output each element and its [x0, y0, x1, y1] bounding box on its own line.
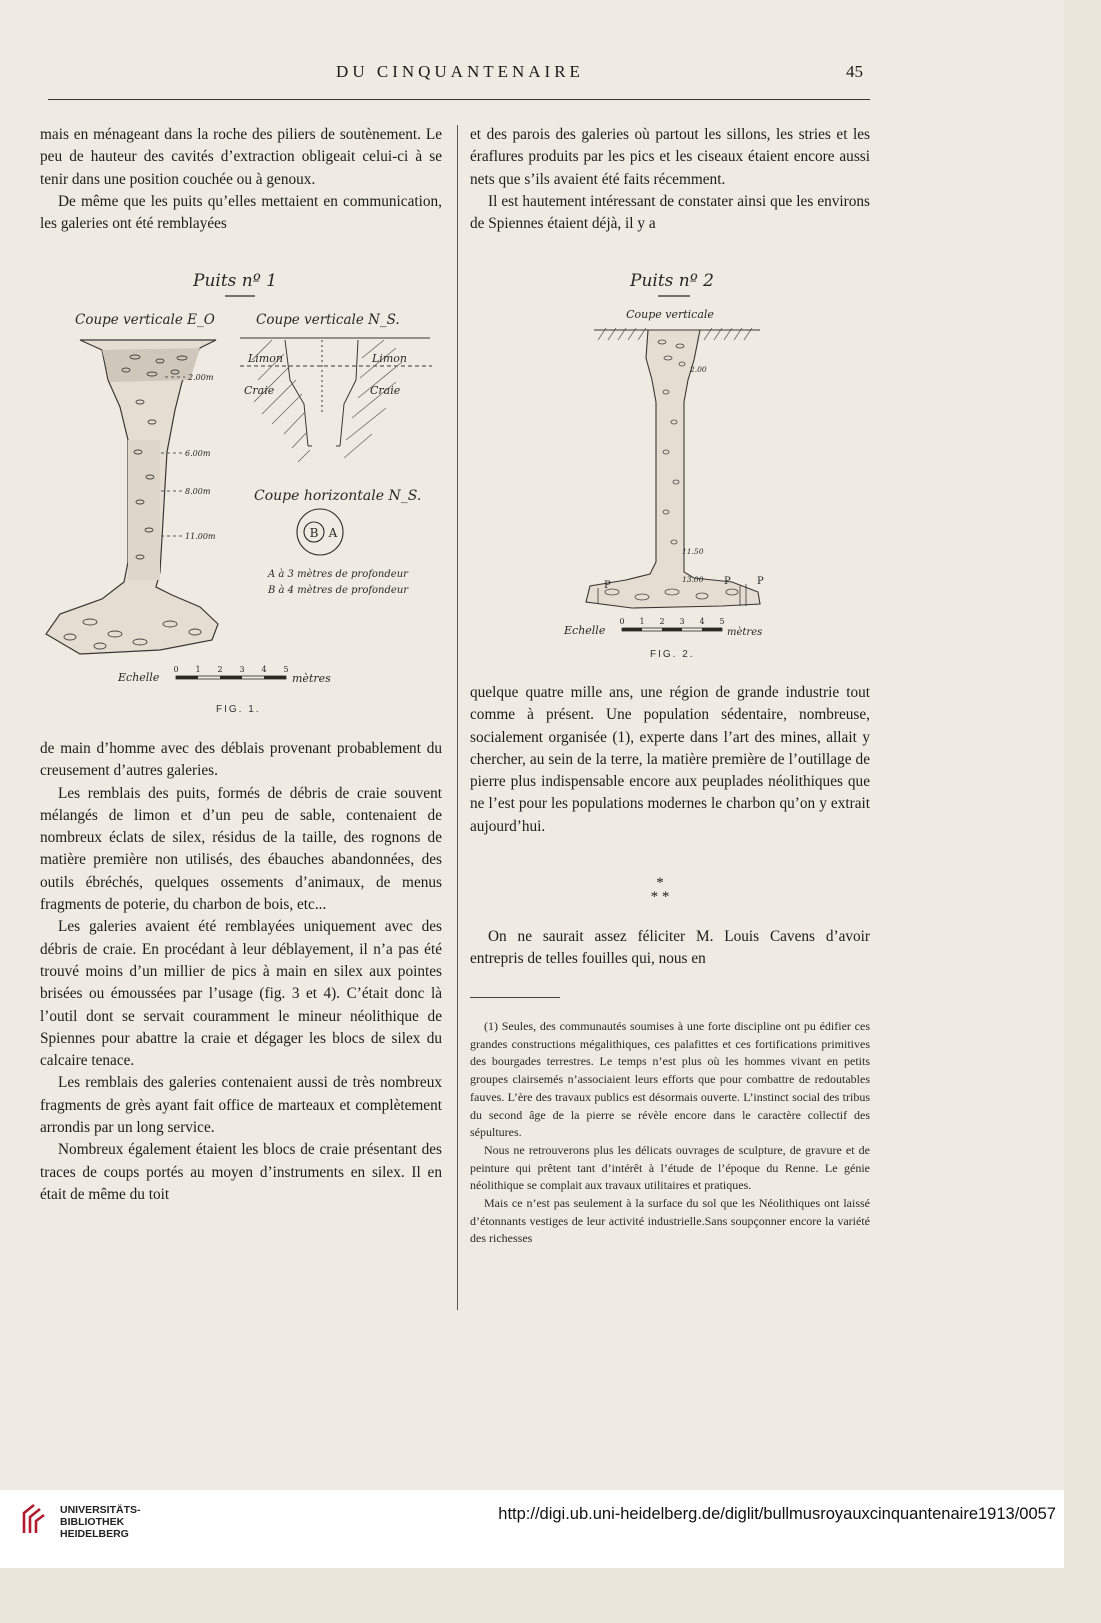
fig1-depth: 2.00m [188, 373, 214, 382]
right-column-closing [470, 926, 870, 971]
fig2-scale-label: Echelle [564, 624, 606, 637]
fig2-scale-unit: mètres [727, 627, 763, 638]
fig2-scale-tick: 3 [679, 617, 685, 626]
fig1-scale-unit: mètres [292, 672, 331, 685]
figure-1-caption: FIG. 1. [216, 704, 261, 715]
paragraph: Nombreux également étaient les blocs de craie présentant des traces de coups portés au moyen d’instruments en silex. Il en était de même du toit [40, 1141, 442, 1203]
asterism-top: * [656, 875, 664, 891]
fig2-p-mark: P [757, 576, 764, 587]
fig1-marker-a: A [328, 526, 338, 540]
fig1-scale-tick: 5 [283, 665, 289, 674]
running-title: DU CINQUANTENAIRE [336, 62, 584, 81]
header-rule [48, 99, 870, 100]
library-name-line: HEIDELBERG [60, 1528, 129, 1540]
footnote-rule [470, 997, 560, 998]
fig1-craie-label: Craie [244, 384, 275, 397]
fig2-depth: 11.50 [682, 547, 704, 556]
fig2-depth: 2.00 [690, 365, 707, 374]
fig1-scale-label: Echelle [118, 671, 160, 684]
paragraph: Les remblais des galeries contenaient aussi de très nombreux fragments de grès ayant fait office de marteaux et complètement arrondis par un long service. [40, 1074, 442, 1137]
page-number: 45 [846, 62, 863, 81]
column-rule [457, 125, 458, 1310]
paragraph: De même que les puits qu’elles mettaient en communication, les galeries ont été remblayées [40, 192, 442, 233]
figure-2-puits-2 [564, 262, 782, 652]
fig2-p-mark: P [604, 580, 611, 591]
footnote-paragraph: Mais ce n’est pas seulement à la surface du sol que les Néolithiques ont laissé d’étonnants vestiges de leur activité industrielle.Sans soupçonner encore la variété des richesses [470, 1196, 870, 1246]
library-logo-icon [22, 1503, 46, 1535]
left-column-top [40, 124, 442, 235]
fig1-section-eo: Coupe verticale E_O [75, 312, 215, 328]
fig2-title: Puits nº 2 [630, 271, 714, 291]
paragraph: mais en ménageant dans la roche des piliers de soutènement. Le peu de hauteur des cavités d’extraction obligeait celui-ci à se tenir dans une position couchée ou à genoux. [40, 126, 442, 188]
figure-2-caption: FIG. 2. [650, 649, 695, 660]
fig2-shaft [586, 328, 764, 608]
fig1-depth: 11.00m [185, 532, 216, 541]
footnote-paragraph: Nous ne retrouverons plus les délicats ouvrages de sculpture, de gravure et de peinture qui prêtent tant d’intérêt à l’étude de l’époque du Renne. Le génie néolithique se complait aux travaux utilitaires et pratiques. [470, 1142, 870, 1193]
right-column-top [470, 124, 870, 235]
fig1-depth: 8.00m [185, 487, 211, 496]
fig2-scale-tick: 4 [699, 617, 705, 626]
library-name [60, 1504, 141, 1540]
digitization-footer [0, 1490, 1064, 1568]
fig1-marker-b: B [309, 526, 319, 540]
fig1-depth: 6.00m [185, 449, 211, 458]
figure-1-puits-1 [40, 262, 452, 722]
fig1-limon-label: Limon [372, 352, 407, 365]
fig2-subtitle: Coupe verticale [626, 308, 714, 321]
fig1-scale-tick: 3 [239, 665, 245, 674]
library-name-line: BIBLIOTHEK [60, 1516, 125, 1528]
fig1-limon-label: Limon [248, 352, 283, 365]
paragraph: Il est hautement intéressant de constater ainsi que les environs de Spiennes étaient déjà, il y a [470, 192, 870, 233]
fig1-legend-a: A à 3 mètres de profondeur [268, 569, 408, 580]
fig1-horizontal-label: Coupe horizontale N_S. [254, 488, 422, 504]
paragraph: quelque quatre mille ans, une région de grande industrie tout comme à présent. Une population sédentaire, nombreuse, socialement organisée (1), experte dans l’art des mines, allait y chercher, au sein de la terre, la matière première de l’outillage de pierre plus indispensable encore aux peuplades néolithiques que ne l’est pour les populations modernes le charbon qu’on y extrait aujourd’hui. [470, 684, 870, 835]
paragraph: et des parois des galeries où partout les sillons, les stries et les éraflures produits par les pics et les ciseaux étaient encore aussi nets que s’ils avaient été faits récemment. [470, 126, 870, 188]
fig2-scale-tick: 0 [619, 617, 625, 626]
footnote [470, 1018, 870, 1248]
right-column-bottom [470, 682, 870, 838]
library-name-line: UNIVERSITÄTS- [60, 1504, 141, 1516]
paragraph: On ne saurait assez féliciter M. Louis Cavens d’avoir entrepris de telles fouilles qui, nous en [470, 928, 870, 968]
fig1-scale-tick: 4 [261, 665, 267, 674]
fig2-scale-tick: 5 [719, 617, 725, 626]
fig1-horizontal-section [297, 509, 343, 555]
fig1-shaft-eo [46, 340, 218, 654]
fig1-craie-label: Craie [370, 384, 401, 397]
asterism-bottom: * * [650, 889, 670, 905]
fig2-scale-bar [563, 617, 762, 638]
paragraph: de main d’homme avec des déblais provenant probablement du creusement d’autres galeries. [40, 740, 442, 780]
fig2-depth: 13.00 [682, 575, 704, 584]
left-column-bottom [40, 738, 442, 1206]
fig2-scale-tick: 1 [639, 617, 645, 626]
fig1-scale-tick: 1 [195, 665, 201, 674]
fig1-title: Puits nº 1 [193, 271, 277, 291]
source-url-link[interactable]: http://digi.ub.uni-heidelberg.de/diglit/bullmusroyauxcinquantenaire1913/0057 [498, 1505, 1056, 1523]
fig2-scale-tick: 2 [659, 617, 665, 626]
asterism [600, 876, 720, 904]
fig2-p-mark: P [724, 576, 731, 587]
fig1-legend-b: B à 4 mètres de profondeur [268, 585, 409, 596]
fig1-scale-tick: 0 [173, 665, 179, 674]
paragraph: Les remblais des puits, formés de débris de craie souvent mélangés de limon et d’un peu de sable, contenaient de nombreux éclats de silex, résidus de la taille, des rognons de matière première non utilisés, des ébauches abandonnées, des outils ébréchés, quelques ossements d’animaux, de menus fragments de poterie, du charbon de bois, etc... [40, 784, 442, 914]
fig1-scale-tick: 2 [217, 665, 223, 674]
footnote-paragraph: (1) Seules, des communautés soumises à une forte discipline ont pu édifier ces grandes constructions mégalithiques, ces palafittes et ces fortifications primitives des bourgades terrestres. Le temps n’est plus où les hommes vivant en petits groupes clairsemés n’associaient leurs efforts que pour combattre de redoutables fauves. L’ère des travaux publics est désormais ouverte. L’instinct social des tribus du second âge de la pierre se révèle encore dans le caractère collectif des sépultures. [470, 1019, 870, 1140]
fig1-section-ns: Coupe verticale N_S. [256, 312, 400, 328]
paragraph: Les galeries avaient été remblayées uniquement avec des débris de craie. En procédant à leur déblayement, il n’a pas été trouvé moins d’un millier de pics à main en silex aux pointes brisées ou émoussées par l’usage (fig. 3 et 4). C’était donc là l’outil dont se servait couramment le mineur néolithique de Spiennes pour abattre la craie et dégager les blocs de silex du calcaire tenace. [40, 918, 442, 1070]
fig1-scale-bar [117, 665, 331, 685]
